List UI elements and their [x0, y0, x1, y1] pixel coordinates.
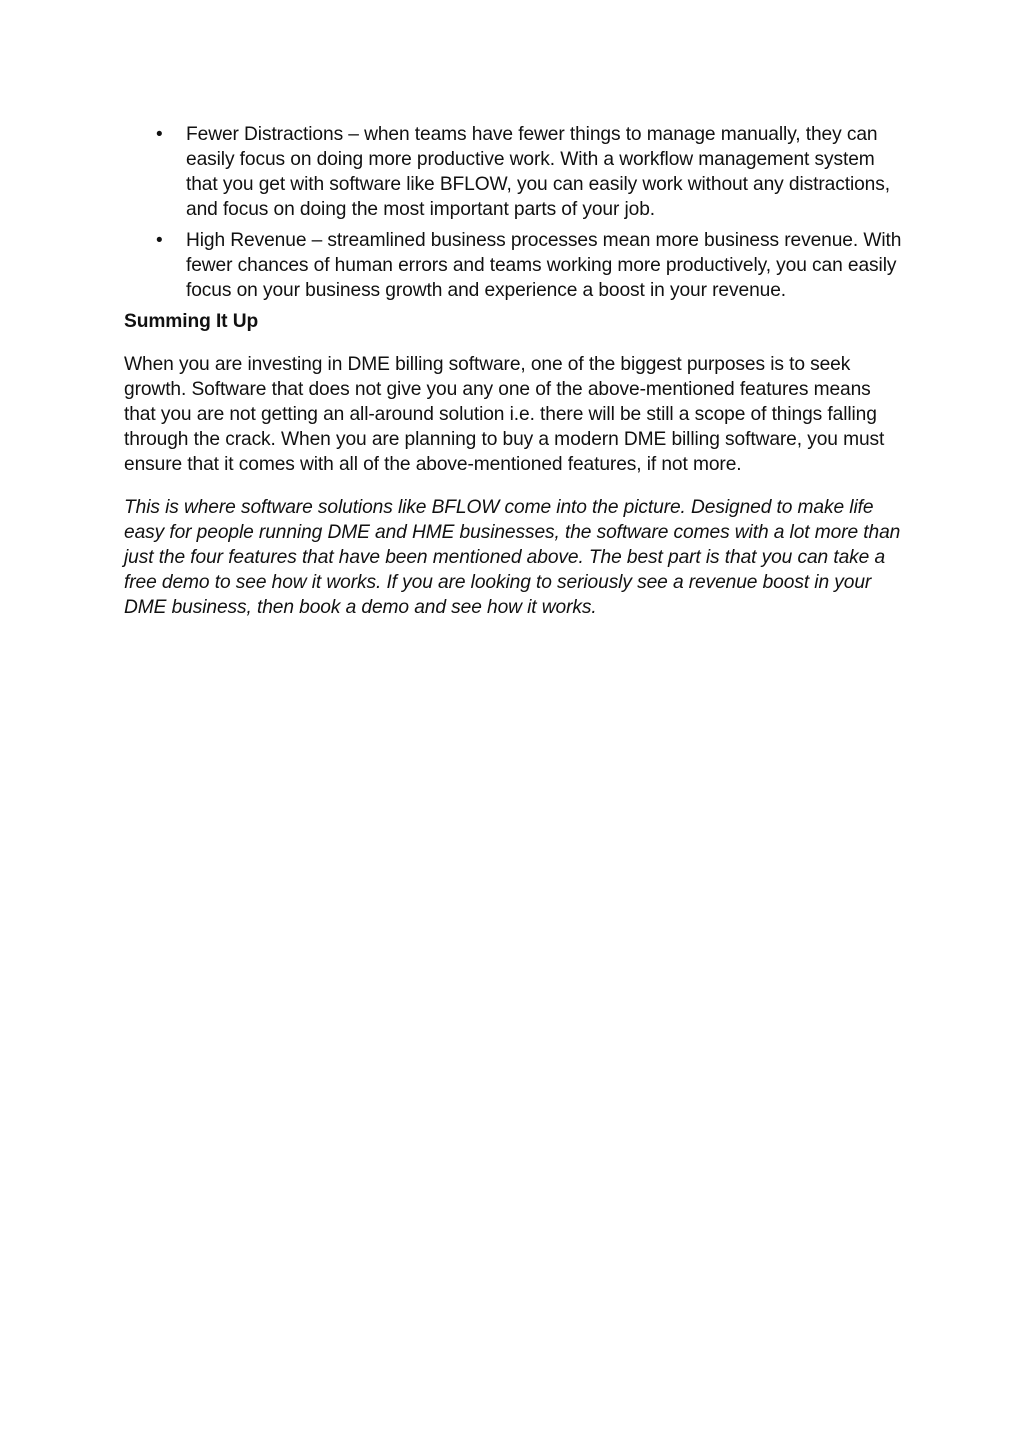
section-heading: Summing It Up	[124, 311, 259, 332]
bullet-icon: •	[156, 124, 163, 145]
bullet-list	[124, 122, 904, 303]
document-content	[124, 122, 904, 638]
list-item	[124, 122, 904, 222]
closing-paragraph: This is where software solutions like BFLOW come into the picture. Designed to make life easy for people running DME and HME businesses, the software comes with a lot more than just the four features that have been mentioned above. The best part is that you can take a free demo to see how it works. If you are looking to seriously see a revenue boost in your DME business, then book a demo and see how it works.	[124, 497, 901, 618]
bullet-text-fewer-distractions: Fewer Distractions – when teams have fewer things to manage manually, they can easily focus on doing more productive work. With a workflow management system that you get with software like BFLOW, you can easily work without any distractions, and focus on doing the most important parts of your job.	[186, 124, 890, 220]
summary-paragraph: When you are investing in DME billing software, one of the biggest purposes is to seek growth. Software that does not give you any one of the above-mentioned features means that you are not getting an all-around solution i.e. there will be still a scope of things falling through the crack. When you are planning to buy a modern DME billing software, you must ensure that it comes with all of the above-mentioned features, if not more.	[124, 354, 885, 475]
bullet-text-high-revenue: High Revenue – streamlined business processes mean more business revenue. With fewer chances of human errors and teams working more productively, you can easily focus on your business growth and experience a boost in your revenue.	[186, 230, 902, 301]
bullet-icon: •	[156, 230, 163, 251]
list-item	[124, 228, 904, 303]
